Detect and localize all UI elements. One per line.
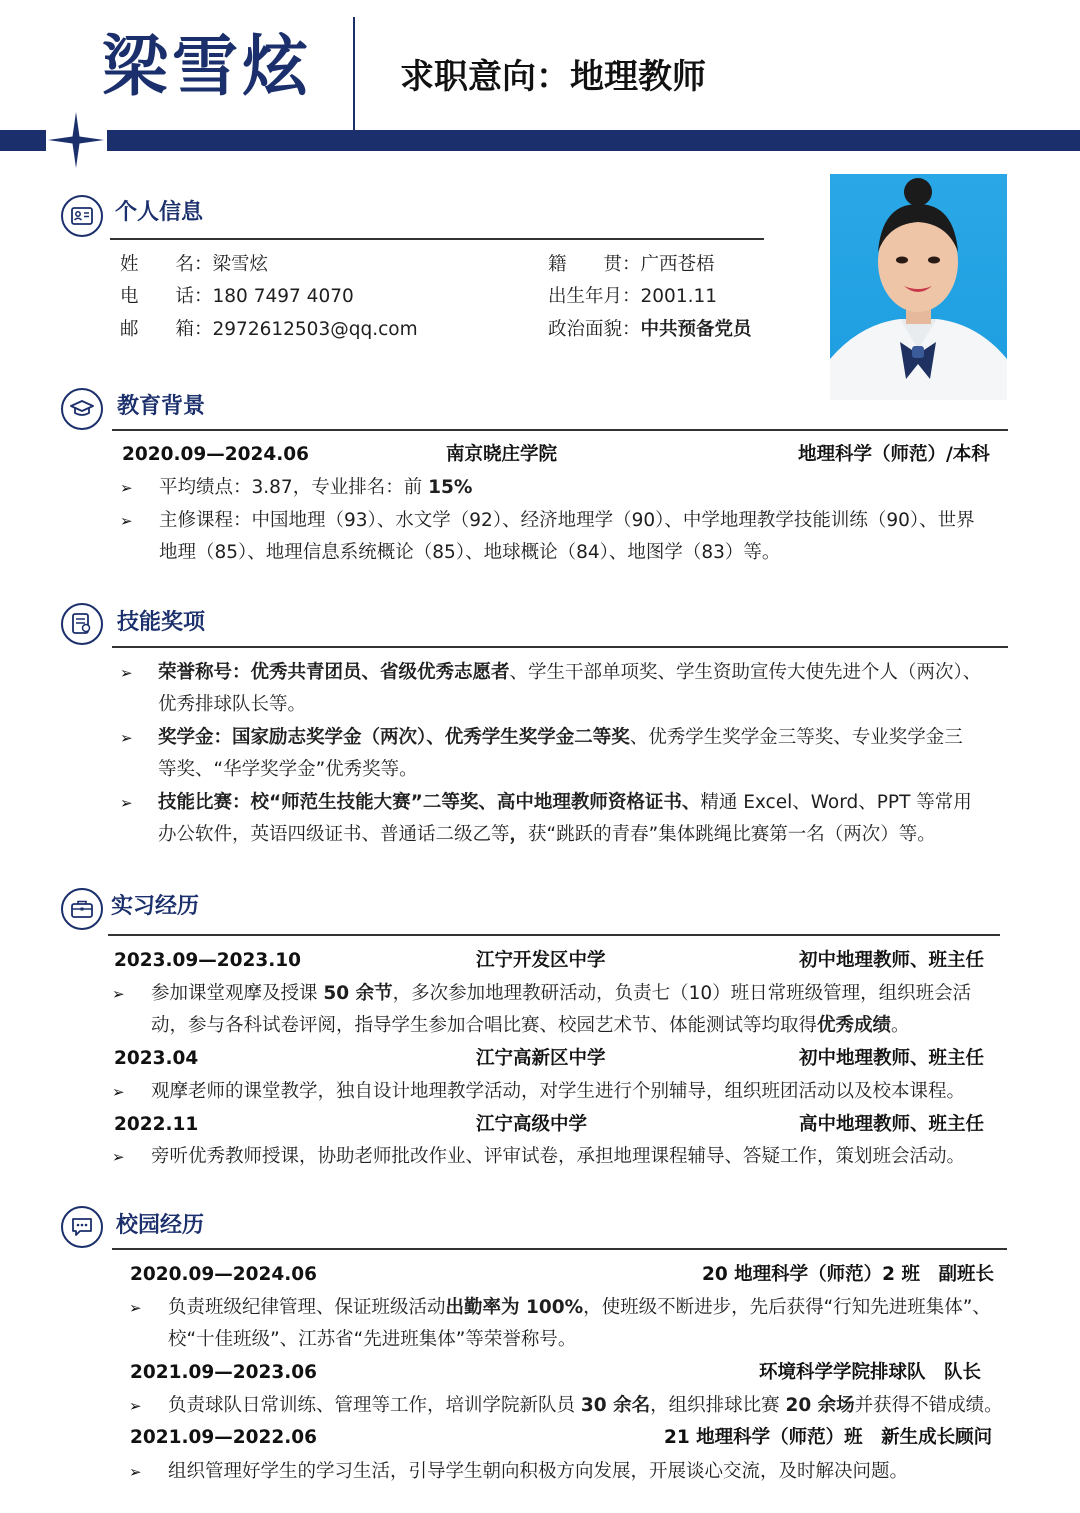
bullet-icon: ➢ <box>120 512 133 530</box>
intern-3-line1: 旁听优秀教师授课，协助老师批改作业、评审试卷，承担地理课程辅导、答疑工作，策划班会活动。 <box>151 1146 966 1167</box>
bullet-icon: ➢ <box>129 1463 142 1481</box>
bullet-icon: ➢ <box>120 794 133 812</box>
section-divider-campus <box>112 1248 1007 1250</box>
profile-photo <box>830 174 1007 400</box>
edu-school: 南京晓庄学院 <box>446 444 558 465</box>
campus-1-role: 20 地理科学（师范）2 班 副班长 <box>702 1264 994 1285</box>
job-intent: 求职意向：地理教师 <box>400 57 706 97</box>
graduation-cap-icon <box>61 388 103 430</box>
intern-3-org: 江宁高级中学 <box>476 1114 588 1135</box>
edu-courses-line1: 主修课程：中国地理（93）、水文学（92）、经济地理学（90）、中学地理教学技能训练（90）、世界 <box>159 510 975 531</box>
skills-scholarship-line2: 等奖、“华学奖学金”优秀奖等。 <box>158 759 418 780</box>
skills-honor-line2: 优秀排球队长等。 <box>158 694 307 715</box>
intern-1-role: 初中地理教师、班主任 <box>799 950 985 971</box>
info-email: 邮 箱：2972612503@qq.com <box>120 319 418 340</box>
header-divider <box>353 17 355 130</box>
bullet-icon: ➢ <box>129 1397 142 1415</box>
campus-1-line2: 校“十佳班级”、江苏省“先进班集体”等荣誉称号。 <box>168 1329 577 1350</box>
intern-2-org: 江宁高新区中学 <box>476 1048 606 1069</box>
intern-1-line2: 动，参与各科试卷评阅，指导学生参加合唱比赛、校园艺术节、体能测试等均取得优秀成绩。 <box>151 1015 910 1036</box>
bullet-icon: ➢ <box>112 985 125 1003</box>
edu-courses-line2: 地理（85）、地理信息系统概论（85）、地球概论（84）、地图学（83）等。 <box>159 542 781 563</box>
intern-2-role: 初中地理教师、班主任 <box>799 1048 985 1069</box>
certificate-icon <box>61 603 103 645</box>
intern-1-line1: 参加课堂观摩及授课 50 余节，多次参加地理教研活动，负责七（10）班日常班级管理，组织班会活 <box>151 983 972 1004</box>
edu-gpa: 平均绩点：3.87，专业排名：前 15% <box>159 477 473 498</box>
intern-2-line1: 观摩老师的课堂教学，独自设计地理教学活动，对学生进行个别辅导，组织班团活动以及校本课程。 <box>151 1081 966 1102</box>
section-divider-info <box>110 238 764 240</box>
campus-2-line1: 负责球队日常训练、管理等工作，培训学院新队员 30 余名，组织排球比赛 20 余场并获得不错成绩。 <box>168 1395 1003 1416</box>
campus-3-role: 21 地理科学（师范）班 新生成长顾问 <box>664 1427 993 1448</box>
bullet-icon: ➢ <box>120 729 133 747</box>
section-title-education: 教育背景 <box>117 394 206 419</box>
intern-2-date: 2023.04 <box>114 1048 199 1069</box>
candidate-name: 梁雪炫 <box>102 28 312 105</box>
section-divider-internship <box>108 934 1000 936</box>
bullet-icon: ➢ <box>112 1083 125 1101</box>
section-title-internship: 实习经历 <box>111 894 200 919</box>
campus-3-date: 2021.09—2022.06 <box>130 1427 318 1448</box>
briefcase-icon <box>61 888 103 930</box>
info-politics: 政治面貌：中共预备党员 <box>548 319 752 340</box>
bullet-icon: ➢ <box>120 479 133 497</box>
section-title-info: 个人信息 <box>115 200 204 225</box>
chat-bubble-icon <box>61 1206 103 1248</box>
intern-1-date: 2023.09—2023.10 <box>114 950 302 971</box>
campus-2-role: 环境科学学院排球队 队长 <box>759 1362 982 1383</box>
header-bar-left <box>0 130 46 151</box>
info-phone: 电 话：180 7497 4070 <box>120 286 354 307</box>
id-card-icon <box>61 195 103 237</box>
skills-contest-line1: 技能比赛：校“师范生技能大赛”二等奖、高中地理教师资格证书、精通 Excel、Word、PPT 等常用 <box>158 792 972 813</box>
bullet-icon: ➢ <box>129 1299 142 1317</box>
info-origin: 籍 贯：广西苍梧 <box>548 254 715 275</box>
intern-1-org: 江宁开发区中学 <box>476 950 606 971</box>
section-divider-education <box>112 429 1008 431</box>
bullet-icon: ➢ <box>120 664 133 682</box>
edu-date: 2020.09—2024.06 <box>122 444 310 465</box>
intern-3-role: 高中地理教师、班主任 <box>799 1114 985 1135</box>
intern-3-date: 2022.11 <box>114 1114 199 1135</box>
skills-honor-line1: 荣誉称号：优秀共青团员、省级优秀志愿者、学生干部单项奖、学生资助宣传大使先进个人（两次）、 <box>158 662 982 683</box>
campus-3-line1: 组织管理好学生的学习生活，引导学生朝向积极方向发展，开展谈心交流，及时解决问题。 <box>168 1461 909 1482</box>
campus-1-date: 2020.09—2024.06 <box>130 1264 318 1285</box>
section-title-campus: 校园经历 <box>116 1213 205 1238</box>
info-name: 姓 名：梁雪炫 <box>120 254 269 275</box>
bullet-icon: ➢ <box>112 1148 125 1166</box>
edu-major: 地理科学（师范）/本科 <box>798 444 990 465</box>
star-icon <box>46 110 106 170</box>
skills-scholarship-line1: 奖学金：国家励志奖学金（两次）、优秀学生奖学金二等奖、优秀学生奖学金三等奖、专业奖学金三 <box>158 727 963 748</box>
section-title-skills: 技能奖项 <box>117 610 206 635</box>
skills-contest-line2: 办公软件，英语四级证书、普通话二级乙等，获“跳跃的青春”集体跳绳比赛第一名（两次）等。 <box>158 824 936 845</box>
campus-2-date: 2021.09—2023.06 <box>130 1362 318 1383</box>
info-birth: 出生年月：2001.11 <box>548 286 718 307</box>
section-divider-skills <box>112 646 1008 648</box>
campus-1-line1: 负责班级纪律管理、保证班级活动出勤率为 100%，使班级不断进步，先后获得“行知先进班集体”、 <box>168 1297 991 1318</box>
header-bar-right <box>107 130 1080 151</box>
